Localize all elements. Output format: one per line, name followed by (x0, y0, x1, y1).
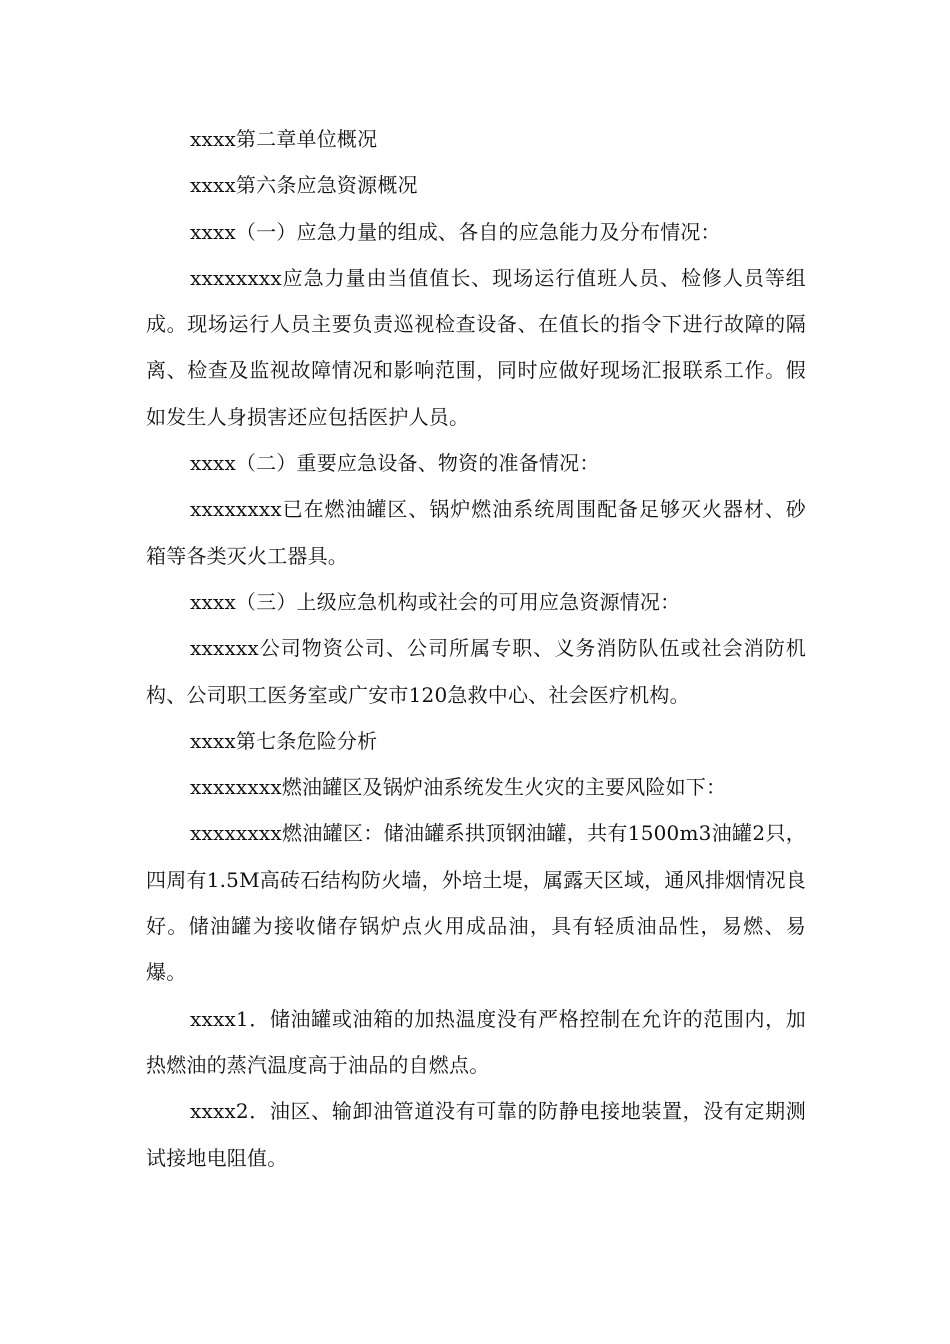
chapter-heading: xxxx第二章单位概况 (190, 127, 378, 151)
section-heading: xxxx（一）应急力量的组成、各自的应急能力及分布情况： (190, 219, 721, 244)
article-heading: xxxx第七条危险分析 (190, 728, 378, 753)
paragraph: xxxxxxxx燃油罐区：储油罐系拱顶钢油罐，共有1500m3油罐2只，四周有1.5M高砖石结构防火墙，外培土堤，属露天区域，通风排烟情况良好。储油罐为接收储存锅炉点火用成品油，具有轻质油品性，易燃、易爆。 (146, 821, 806, 985)
document-body (146, 116, 806, 1181)
list-item: xxxx2．油区、输卸油管道没有可靠的防静电接地装置，没有定期测试接地电阻值。 (146, 1099, 806, 1170)
paragraph: xxxxxx公司物资公司、公司所属专职、义务消防队伍或社会消防机构、公司职工医务室或广安市120急救中心、社会医疗机构。 (146, 636, 806, 707)
section-heading: xxxx（三）上级应急机构或社会的可用应急资源情况： (190, 589, 681, 614)
section-heading: xxxx（二）重要应急设备、物资的准备情况： (190, 451, 600, 476)
paragraph: xxxxxxxx应急力量由当值值长、现场运行值班人员、检修人员等组成。现场运行人员主要负责巡视检查设备、在值长的指令下进行故障的隔离、检查及监视故障情况和影响范围，同时应做好现场汇报联系工作。假如发生人身损害还应包括医护人员。 (146, 265, 806, 429)
paragraph: xxxxxxxx燃油罐区及锅炉油系统发生火灾的主要风险如下： (190, 775, 727, 800)
list-item: xxxx1．储油罐或油箱的加热温度没有严格控制在允许的范围内，加热燃油的蒸汽温度高于油品的自燃点。 (146, 1006, 806, 1077)
paragraph: xxxxxxxx已在燃油罐区、锅炉燃油系统周围配备足够灭火器材、砂箱等各类灭火工器具。 (146, 497, 806, 568)
article-heading: xxxx第六条应急资源概况 (190, 173, 418, 198)
